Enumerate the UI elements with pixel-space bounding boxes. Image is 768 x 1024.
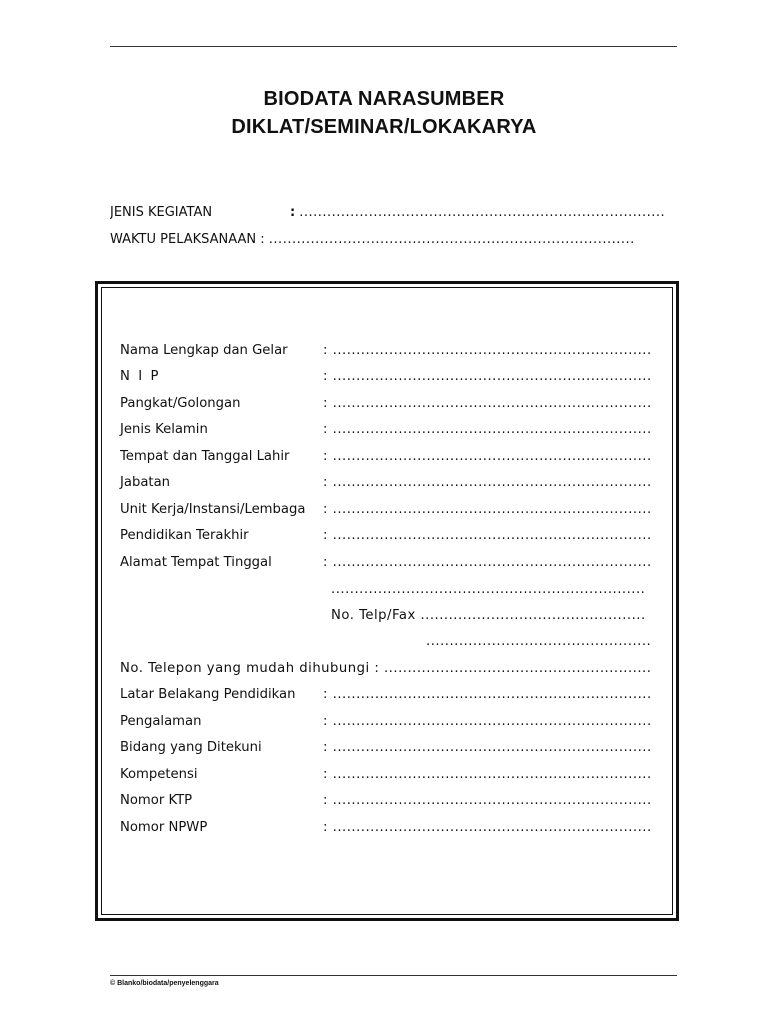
waktu-pelaksanaan-label: WAKTU PELAKSANAAN : [110,232,265,247]
document-subtitle: DIKLAT/SEMINAR/LOKAKARYA [231,116,537,138]
field-label: Jabatan [120,475,171,490]
field-value[interactable]: : .................................................................... [323,528,652,543]
field-value[interactable]: : .................................................................... [323,449,652,464]
field-label: Pangkat/Golongan [120,396,241,411]
field-label: Kompetensi [120,767,198,782]
jenis-kegiatan-row [110,205,675,220]
field-value[interactable]: : .................................................................... [323,820,652,835]
jenis-kegiatan-label: JENIS KEGIATAN [110,205,213,220]
phone-field[interactable]: No. Telepon yang mudah dihubungi : ......................................................... [120,661,652,676]
top-divider [110,46,677,47]
telp-fax-continuation-field[interactable] [426,634,651,649]
address-continuation-dots[interactable]: ................................................................... [331,582,646,597]
field-label: Nama Lengkap dan Gelar [120,343,288,358]
field-value[interactable]: : .................................................................... [323,343,652,358]
telp-fax-field[interactable]: No. Telp/Fax ................................................ [331,608,646,623]
field-value[interactable]: : .................................................................... [323,502,652,517]
field-label: Unit Kerja/Instansi/Lembaga [120,502,306,517]
jenis-kegiatan-field[interactable]: ............................................................................... [299,205,666,220]
waktu-pelaksanaan-row [110,232,675,247]
field-value[interactable]: : .................................................................... [323,369,652,384]
field-label: Alamat Tempat Tinggal [120,555,272,570]
field-label: Bidang yang Ditekuni [120,740,262,755]
field-label: Nomor NPWP [120,820,208,835]
field-value[interactable]: : .................................................................... [323,555,652,570]
field-value[interactable]: : .................................................................... [323,740,652,755]
field-value[interactable]: : .................................................................... [323,767,652,782]
telp-fax-row [331,608,646,623]
field-value[interactable]: : .................................................................... [323,714,652,729]
field-value[interactable]: : .................................................................... [323,793,652,808]
field-label: Pendidikan Terakhir [120,528,249,543]
bottom-divider [110,975,677,976]
field-label: N I P [120,369,159,384]
field-label: Latar Belakang Pendidikan [120,687,296,702]
phone-row [120,661,651,676]
footer-note: © Blanko/biodata/penyelenggara [110,980,219,987]
field-value[interactable]: : .................................................................... [323,475,652,490]
field-value[interactable]: : .................................................................... [323,396,652,411]
telp-fax-continuation-dots[interactable]: ................................................ [426,634,652,649]
field-value[interactable]: : .................................................................... [323,687,652,702]
field-label: Nomor KTP [120,793,193,808]
document-title: BIODATA NARASUMBER [263,88,505,110]
field-label: Pengalaman [120,714,202,729]
waktu-pelaksanaan-field[interactable]: ............................................................................... [268,232,635,247]
address-continuation-field[interactable] [331,582,645,597]
field-label: Tempat dan Tanggal Lahir [120,449,290,464]
field-label: Jenis Kelamin [120,422,208,437]
jenis-kegiatan-colon: : [290,205,296,220]
field-value[interactable]: : .................................................................... [323,422,652,437]
